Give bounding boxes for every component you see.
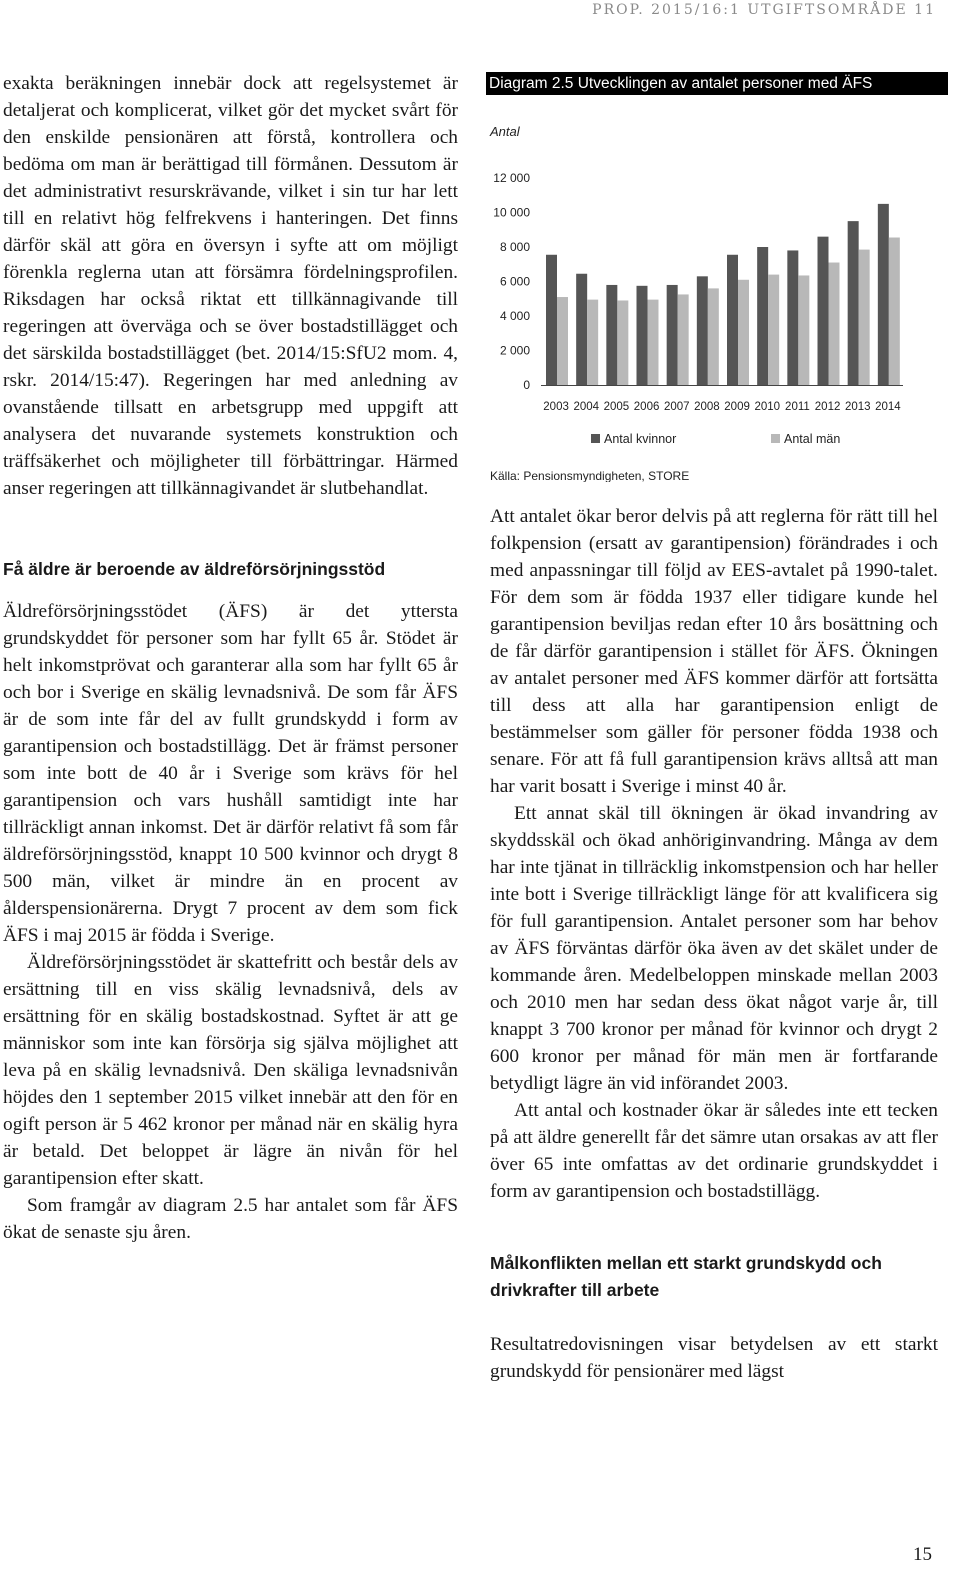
section-heading: Få äldre är beroende av äldreförsörjningsstöd: [3, 559, 386, 579]
bar-men: [768, 275, 779, 385]
chart-figure: [486, 72, 948, 482]
bar-men: [648, 300, 659, 385]
legend-label: Antal män: [784, 432, 841, 446]
left-column: [3, 70, 458, 1246]
legend-label: Antal kvinnor: [604, 432, 677, 446]
x-tick-label: 2003: [543, 401, 569, 413]
y-tick-label: 8 000: [499, 240, 530, 254]
legend-swatch: [591, 434, 600, 443]
y-tick-label: 6 000: [499, 274, 530, 289]
y-tick-label: 10 000: [493, 205, 530, 220]
bar-men: [798, 275, 809, 385]
bar-women: [667, 285, 678, 385]
bar-women: [787, 250, 798, 385]
bar-men: [738, 280, 749, 385]
paragraph: Ett annat skäl till ökningen är ökad invandring av skyddsskäl och ökad anhöriginvandring. Många av dem har inte tjänat in tillräcklig inkomstpension och har heller inte bott i Sverige tillräckligt länge för att kvalificera sig för full garantipension. Antalet personer som har behov av ÄFS förväntas därför öka även av det skälet under de kommande åren. Medelbeloppen minskade mellan 2003 och 2010 men har sedan dess ökat något varje år, till knappt 3 700 kronor per månad för kvinnor och drygt 2 600 kronor per månad för män men är fortfarande betydligt lägre än vid införandet 2003.: [490, 803, 938, 1094]
bar-men: [678, 294, 689, 385]
y-axis-label: Antal: [490, 124, 520, 139]
x-tick-label: 2013: [844, 401, 871, 413]
y-tick-label: 0: [523, 378, 530, 392]
bar-men: [557, 297, 568, 385]
x-tick-label: 2007: [663, 401, 690, 413]
x-tick-label: 2006: [633, 401, 660, 413]
paragraph: Som framgår av diagram 2.5 har antalet som får ÄFS ökat de senaste sju åren.: [3, 1195, 458, 1243]
bar-women: [546, 255, 557, 385]
x-tick-label: 2004: [573, 401, 600, 413]
bar-chart: [486, 95, 948, 482]
y-tick-label: 4 000: [499, 309, 530, 323]
bar-men: [889, 238, 900, 385]
chart-title: Diagram 2.5 Utvecklingen av antalet personer med ÄFS: [486, 72, 948, 95]
x-tick-label: 2008: [694, 401, 720, 413]
bar-women: [576, 274, 587, 385]
x-tick-label: 2011: [785, 401, 810, 413]
paragraph: Äldreförsörjningsstödet (ÄFS) är det yttersta grundskyddet för personer som har fyllt 65 år. Stödet är helt inkomstprövat och garanterar alla som har fyllt 65 år och bor i Sverige en skälig levnadsnivå. De som får ÄFS är de som inte får del av fullt grundskydd i form av garantipension och bostadstillägg. Det är främst personer som inte bott de 40 år i Sverige som krävs för hel garantipension och vars hushåll samtidigt inte har tillräckligt annan inkomst. Det är därför relativt få som får äldreförsörjningsstöd, knappt 10 500 kvinnor och drygt 8 500 män, vilket är mindre än en procent av ålderspensionärerna. Drygt 7 procent av dem som fick ÄFS i maj 2015 är födda i Sverige.: [3, 601, 458, 946]
paragraph: Äldreförsörjningsstödet är skattefritt och består dels av ersättning till en viss skälig levnadsnivå, dels av ersättning för en skälig bostadskostnad. Syftet är att ge människor som inte kan försörja sig själva möjlighet att leva på en skälig levnadsnivå. Den skäliga levnadsnivån höjdes den 1 september 2015 vilket innebär att den för en ogift person är 5 462 kronor per månad när en skälig hyra är betald. Det beloppet är lägre än nivån för hel garantipension efter skatt.: [3, 952, 458, 1189]
x-tick-label: 2012: [814, 401, 841, 413]
bar-women: [878, 204, 889, 385]
x-tick-label: 2010: [754, 401, 781, 413]
bar-women: [606, 285, 617, 385]
paragraph: Att antal och kostnader ökar är således inte ett tecken på att äldre generellt får det sämre utan orsakas av att fler över 65 inte omfattas av det ordinarie grundskyddet i form av garantipension och bostadstillägg.: [490, 1100, 938, 1202]
legend-swatch: [771, 434, 780, 443]
section-heading: Målkonflikten mellan ett starkt grundskydd och drivkrafter till arbete: [490, 1253, 882, 1300]
bar-women: [848, 221, 859, 385]
y-tick-label: 2 000: [499, 343, 530, 358]
bar-men: [708, 288, 719, 385]
x-tick-label: 2009: [724, 401, 750, 413]
bar-women: [818, 237, 829, 385]
bar-women: [697, 276, 708, 385]
paragraph: Resultatredovisningen visar betydelsen av ett starkt grundskydd för pensionärer med lägst: [490, 1334, 938, 1382]
bar-women: [757, 247, 768, 385]
bar-women: [637, 286, 648, 385]
page-number: 15: [913, 1544, 932, 1565]
bar-men: [859, 250, 870, 385]
bar-men: [617, 300, 628, 385]
y-tick-label: 12 000: [493, 171, 530, 185]
x-tick-label: 2014: [875, 401, 901, 413]
paragraph: exakta beräkningen innebär dock att regelsystemet är detaljerat och komplicerat, vilket gör det mycket svårt för den enskilde pensionären att förstå, kontrollera och bedöma om man är berättigad till förmånen. Dessutom är det administrativt resurskrävande, vilket i sin tur har lett till en relativt hög felfrekvens i hanteringen. Det finns därför skäl att göra en översyn i syfte att om möjligt förenkla reglerna utan att försämra fördelningsprofilen. Riksdagen har också riktat ett tillkännagivande till regeringen att överväga och se över bostadstillägget och det särskilda bostadstillägget (bet. 2014/15:SfU2 mom. 4, rskr. 2014/15:47). Regeringen har med anledning av ovanstående tillsatt en arbetsgrupp med uppgift att analysera det nuvarande systemets konstruktion och träffsäkerhet och möjligheter till förbättringar. Härmed anser regeringen att tillkännagivandet är slutbehandlat.: [3, 73, 458, 499]
running-head: PROP. 2015/16:1 UTGIFTSOMRÅDE 11: [592, 2, 936, 18]
bar-men: [587, 300, 598, 385]
bar-women: [727, 255, 738, 385]
chart-source: Källa: Pensionsmyndigheten, STORE: [490, 469, 690, 482]
right-column: [490, 503, 938, 1385]
x-tick-label: 2005: [603, 401, 630, 413]
bar-men: [829, 263, 840, 385]
paragraph: Att antalet ökar beror delvis på att reglerna för rätt till hel folkpension (ersatt av garantipension) förändrades i och med anpassningar till följd av EES-avtalet på 1990-talet. För dem som är födda 1937 eller tidigare kunde hel garantipension beviljas redan efter 10 års bosättning och de får därför garantipension i stället för ÄFS. Ökningen av antalet personer med ÄFS kommer därför att fortsätta till dess att alla har garantipension enligt de bestämmelser som gäller för personer födda 1938 och senare. För att få full garantipension krävs alltså att man har varit bosatt i Sverige i minst 40 år.: [490, 506, 938, 797]
